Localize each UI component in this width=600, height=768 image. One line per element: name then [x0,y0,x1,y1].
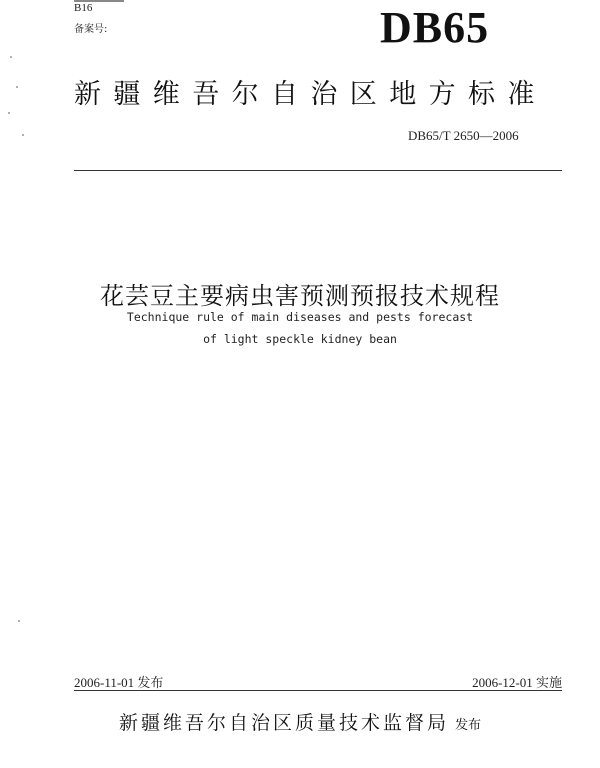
issue-date: 2006-11-01 发布 [74,675,164,690]
standard-type-title: 新疆维吾尔自治区地方标准 [74,79,547,110]
standard-number: DB65/T 2650—2006 [408,128,519,143]
standard-logo: DB65 [380,3,490,52]
issue-suffix: 发布 [455,718,482,733]
bottom-divider [74,690,562,691]
issuing-authority: 新疆维吾尔自治区质量技术监督局 [118,712,449,734]
scan-speck [18,620,20,622]
scan-speck [10,56,12,58]
document-title-chinese: 花芸豆主要病虫害预测预报技术规程 [100,282,500,310]
document-title-english-line1: Technique rule of main diseases and pests forecast [126,310,474,324]
scan-speck [16,86,18,88]
issuer-line [0,708,600,735]
document-title-english-line2: of light speckle kidney bean [203,332,397,346]
ics-code: B16 [74,2,93,14]
record-number-label: 备案号: [74,24,108,35]
implementation-date: 2006-12-01 实施 [472,675,562,690]
scan-speck [22,134,24,136]
scan-speck [8,112,10,114]
top-divider [74,170,562,171]
